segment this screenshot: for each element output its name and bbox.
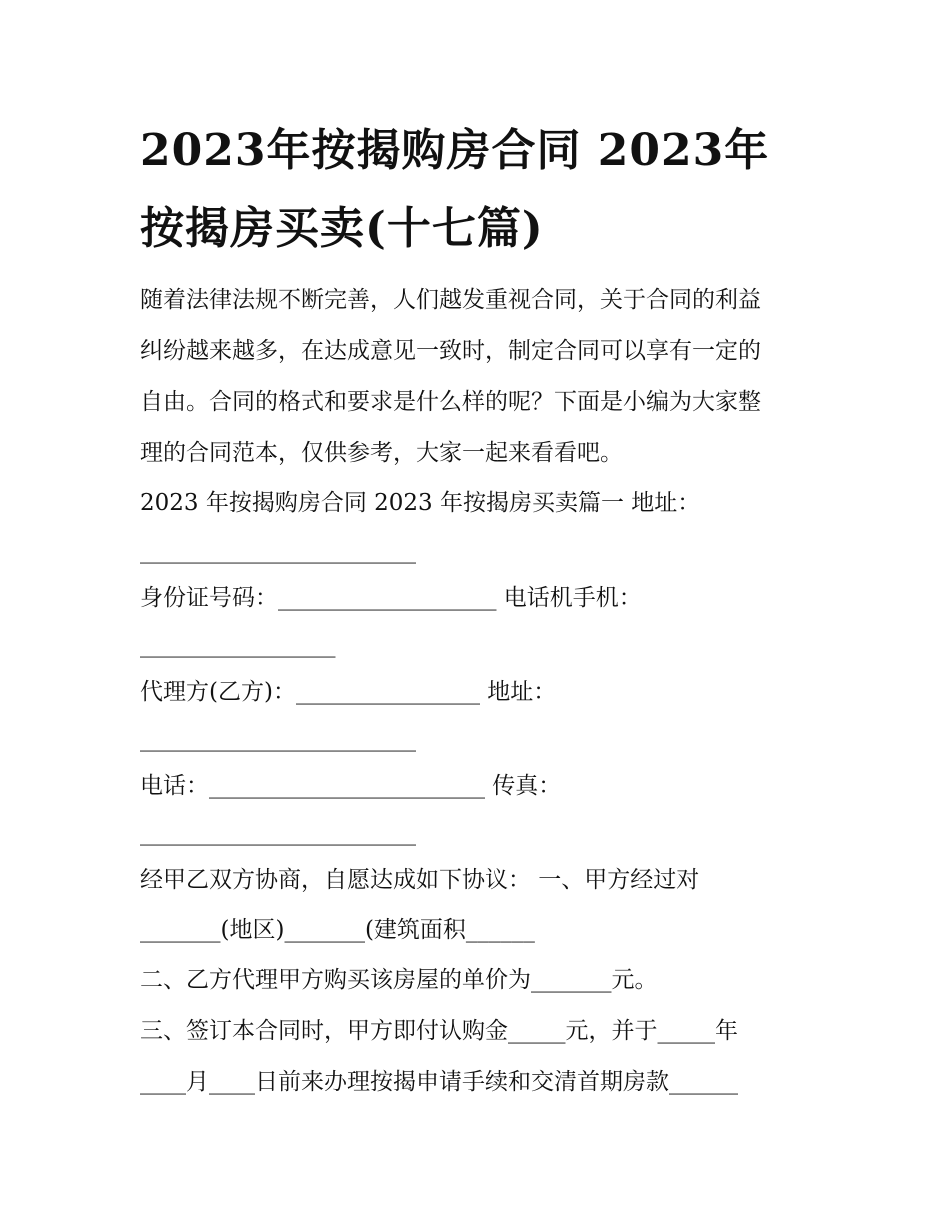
intro-line-4: 理的合同范本，仅供参考，大家一起来看看吧。 — [140, 440, 623, 466]
property-location-line: _______(地区)_______(建筑面积______ — [140, 917, 535, 943]
intro-line-2: 纠纷越来越多，在达成意见一致时，制定合同可以享有一定的 — [140, 338, 761, 364]
contract-heading-line: 2023 年按揭购房合同 2023 年按揭房买卖篇一 地址： — [140, 490, 701, 516]
unit-price-clause: 二、乙方代理甲方购买该房屋的单价为_______元。 — [140, 967, 658, 993]
intro-line-3: 自由。合同的格式和要求是什么样的呢？下面是小编为大家整 — [140, 389, 761, 415]
title-line-2: 按揭房买卖(十七篇) — [140, 203, 544, 254]
document-title — [140, 112, 820, 268]
deposit-clause-line-1: 三、签订本合同时，甲方即付认购金_____元，并于_____年 — [140, 1018, 738, 1044]
fax-blank-line: ________________________ — [140, 820, 416, 846]
phone-blank-line: _________________ — [140, 632, 336, 658]
title-line-1: 2023年按揭购房合同 2023年 — [140, 125, 770, 176]
deposit-clause-line-2: ____月____日前来办理按揭申请手续和交清首期房款______ — [140, 1069, 738, 1095]
agent-address-blank-line: ________________________ — [140, 726, 416, 752]
intro-line-1: 随着法律法规不断完善，人们越发重视合同，关于合同的利益 — [140, 287, 761, 313]
agreement-intro-line: 经甲乙双方协商，自愿达成如下协议： 一、甲方经过对 — [140, 867, 700, 893]
agent-address-line: 代理方(乙方)：________________ 地址： — [140, 679, 557, 705]
id-phone-line: 身份证号码：___________________ 电话机手机： — [140, 585, 642, 611]
telephone-fax-line: 电话：________________________ 传真： — [140, 773, 562, 799]
address-blank-line: ________________________ — [140, 538, 416, 564]
